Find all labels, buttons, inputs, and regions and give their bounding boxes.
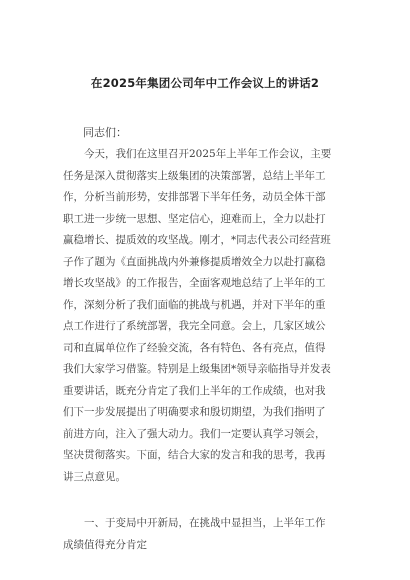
paragraph-intro (63, 144, 353, 488)
paragraph-line: 们下一步发展提出了明确要求和殷切期望，为我们指明了 (63, 406, 326, 418)
paragraph-line: 任务是深入贯彻落实上级集团的决策部署，总结上半年工 (63, 169, 326, 182)
paragraph-line: 增长攻坚战》的工作报告，全面客观地总结了上半年的工 (63, 277, 326, 289)
paragraph-line: 坚决贯彻落实。下面，结合大家的发言和我的思考，我再 (63, 449, 326, 461)
greeting: 同志们： (83, 126, 127, 139)
paragraph-line: 讲三点意见。 (63, 470, 126, 483)
paragraph-line: 职工进一步统一思想、坚定信心，迎难而上，全力以赴打 (63, 212, 326, 225)
paragraph-line: 我们大家学习借鉴。特别是上级集团*领导亲临指导并发表 (63, 363, 331, 375)
section-heading-line: 成绩值得充分肯定 (63, 538, 147, 551)
paragraph-line: 今天，我们在这里召开2025年上半年工作会议，主要 (63, 148, 332, 160)
paragraph-line: 重要讲话，既充分肯定了我们上半年的工作成绩，也对我 (63, 384, 326, 397)
paragraph-line: 司和直属单位作了经验交流，各有特色、各有亮点，值得 (63, 341, 326, 354)
paragraph-line: 前进方向，注入了强大动力。我们一定要认真学习领会， (63, 427, 326, 440)
paragraph-line: 赢稳增长、提质效的攻坚战。刚才，*同志代表公司经营班 (63, 234, 331, 246)
document-title: 在2025年集团公司年中工作会议上的讲话2 (90, 76, 320, 90)
paragraph-line: 子作了题为《直面挑战内外兼修提质增效全力以赴打赢稳 (63, 255, 326, 268)
paragraph-line: 作，分析当前形势，安排部署下半年任务，动员全体干部 (63, 191, 326, 203)
paragraph-line: 点工作进行了系统部署，我完全同意。会上，几家区域公 (63, 320, 326, 332)
section-heading-one (63, 513, 353, 556)
paragraph-line: 作，深刻分析了我们面临的挑战与机遇，并对下半年的重 (63, 298, 326, 311)
section-heading-line: 一、于变局中开新局，在挑战中显担当，上半年工作 (63, 517, 326, 529)
